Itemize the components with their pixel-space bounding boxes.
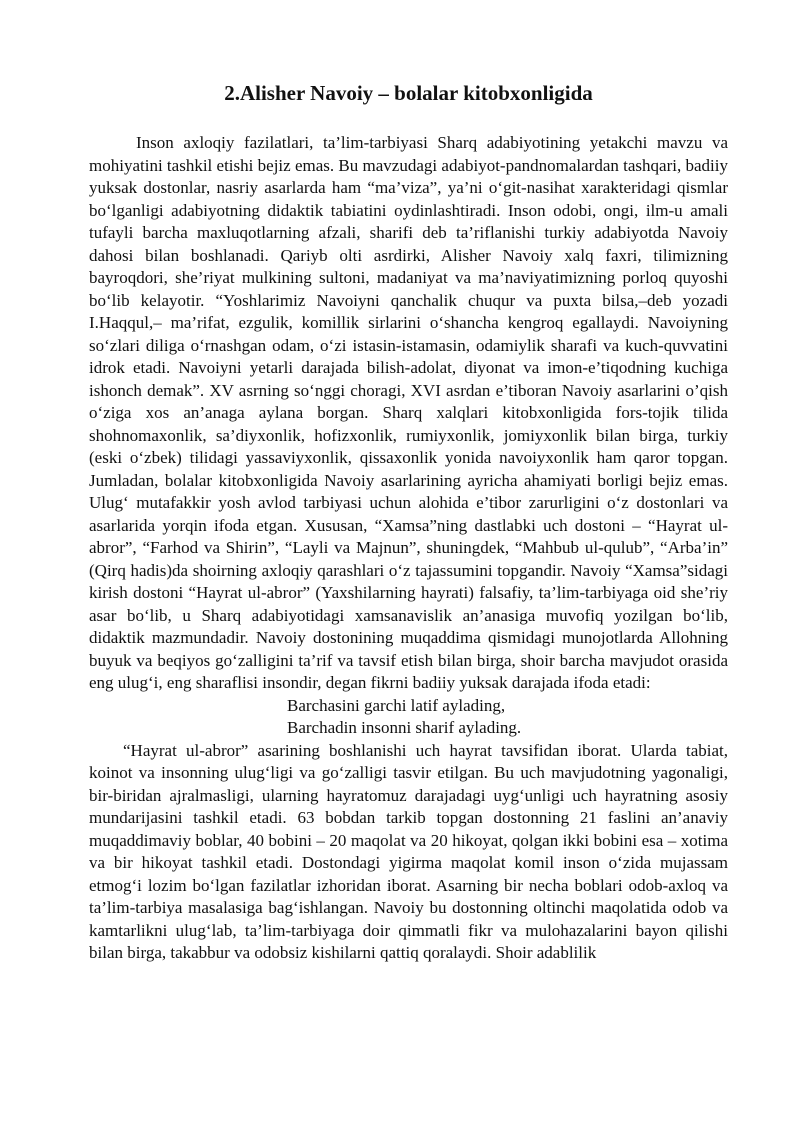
body-paragraph-2: “Hayrat ul-abror” asarining boshlanishi uch hayrat tavsifidan iborat. Ularda tabiat, koinot va insonning ulug‘ligi va go‘zalligi tasvir etilgan. Bu uch mavjudotning yagonaligi, bir-biridan ajralmasligi, ularning hayratomuz darajadagi uyg‘unligi uch hayratning asosiy mundarijasini tashkil etadi. 63 bobdan tarkib topgan dostonning 21 faslini an’anaviy muqaddimaviy boblar, 40 bobini – 20 maqolat va 20 hikoyat, qolgan ikki bobini esa – xotima va bir hikoyat tashkil etadi. Dostondagi yigirma maqolat komil inson o‘zida mujassam etmog‘i lozim bo‘lgan fazilatlar izhoridan iborat. Asarning bir necha boblari odob-axloq va ta’lim-tarbiya masalasiga bag‘ishlangan. Navoiy bu dostonning oltinchi maqolatida odob va kamtarlikni ulug‘lab, ta’lim-tarbiyaga doir qimmatli fikr va mulohazalarini bayon qilishi bilan birga, takabbur va odobsiz kishilarni qattiq qoralaydi. Shoir adablilik	[89, 740, 728, 962]
page-title: 2.Alisher Navoiy – bolalar kitobxonligida	[224, 81, 593, 105]
body-paragraph-1: Inson axloqiy fazilatlari, ta’lim-tarbiyasi Sharq adabiyotining yetakchi mavzu va mohiyatini tashkil etishi bejiz emas. Bu mavzudagi adabiyot-pandnomalardan tashqari, badiiy yuksak dostonlar, nasriy asarlarda ham “ma’viza”, ya’ni o‘git-nasihat xarakteridagi qismlar bo‘lganligi adabiyotning didaktik tabiatini oydinlashtiradi. Inson odobi, ongi, ilm-u amali tufayli barcha maxluqotlarning afzali, sharifi deb ta’riflanishi turkiy adabiyotda Navoiy dahosi bilan boshlanadi. Qariyb olti asrdirki, Alisher Navoiy xalq faxri, tilimizning bayroqdori, she’riyat mulkining sultoni, madaniyat va ma’naviyatimizning porloq quyoshi bo‘lib kelayotir. “Yoshlarimiz Navoiyni qanchalik chuqur va puxta bilsa,–deb yozadi I.Haqqul,– ma’rifat, ezgulik, komillik sirlarini o‘shancha kengroq egallaydi. Navoiyning so‘zlari diliga o‘rnashgan odam, o‘zi istasin-istamasin, odamiylik sharafi va kuch-quvvatini idrok etadi. Navoiyni yetarli darajada bilish-adolat, diyonat va imon-e’tiqodning kuchiga ishonch demak”. XV asrning so‘nggi choragi, XVI asrdan e’tiboran Navoiy asarlarini o’qish o‘ziga xos an’anaga aylana borgan. Sharq xalqlari kitobxonligida fors-tojik tilida shohnomaxonlik, sa’diyxonlik, hofizxonlik, rumiyxonlik, jomiyxonlik bilan birga, turkiy (eski o‘zbek) tilidagi yassaviyxonlik, qissaxonlik yonida navoiyxonlik ham qaror topgan. Jumladan, bolalar kitobxonligida Navoiy asarlarining ayricha ahamiyati borligi bejiz emas. Ulug‘ mutafakkir yosh avlod tarbiyasi uchun alohida e’tibor zarurligini o‘z dostonlari va asarlarida yorqin ifoda etgan. Xususan, “Xamsa”ning dastlabki uch dostoni – “Hayrat ul-abror”, “Farhod va Shirin”, “Layli va Majnun”, shuningdek, “Mahbub ul-qulub”, “Arba’in” (Qirq hadis)da shoirning axloqiy qarashlari o‘z tajassumini topgandir. Navoiy “Xamsa”sidagi kirish dostoni “Hayrat ul-abror” (Yaxshilarning hayrati) falsafiy, ta’lim-tarbiyaga oid she’riy asar bo‘lib, u Sharq adabiyotidagi xamsanavislik an’anasiga muvofiq yozilgan bo‘lib, didaktik mazmundadir. Navoiy dostonining muqaddima qismidagi munojotlarda Allohning buyuk va beqiyos go‘zalligini ta’rif va tavsif etish bilan birga, shoir barcha mavjudot orasida eng ulug‘i, eng sharaflisi insondir, degan fikrni badiiy yuksak darajada ifoda etadi:	[89, 133, 728, 692]
verse-line-2: Barchadin insonni sharif aylading.	[287, 718, 522, 737]
verse-line-1: Barchasini garchi latif aylading,	[287, 695, 506, 715]
